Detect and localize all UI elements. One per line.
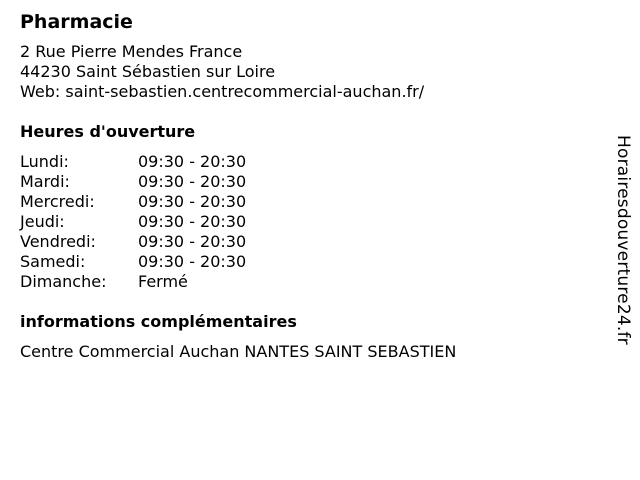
- hours-value: 09:30 - 20:30: [138, 212, 247, 231]
- vertical-brand-text: Horairesdouverture24.fr: [613, 135, 633, 345]
- address-line-2: 44230 Saint Sébastien sur Loire: [20, 62, 276, 81]
- info-text: Centre Commercial Auchan NANTES SAINT SEBASTIEN: [20, 342, 457, 361]
- hours-value: 09:30 - 20:30: [138, 172, 247, 191]
- hours-row-sunday: [20, 272, 600, 292]
- day-label: Mercredi:: [20, 192, 95, 211]
- hours-value: 09:30 - 20:30: [138, 252, 247, 271]
- day-label: Jeudi:: [20, 212, 65, 231]
- pharmacy-card: [20, 10, 600, 362]
- info-title: informations complémentaires: [20, 312, 297, 331]
- hours-value: Fermé: [138, 272, 188, 291]
- hours-value: 09:30 - 20:30: [138, 192, 247, 211]
- hours-title: Heures d'ouverture: [20, 122, 196, 141]
- hours-row-saturday: [20, 252, 600, 272]
- hours-value: 09:30 - 20:30: [138, 152, 247, 171]
- hours-value: 09:30 - 20:30: [138, 232, 247, 251]
- pharmacy-title: Pharmacie: [20, 11, 133, 33]
- hours-row-thursday: [20, 212, 600, 232]
- address-line-1: 2 Rue Pierre Mendes France: [20, 42, 243, 61]
- day-label: Samedi:: [20, 252, 86, 271]
- day-label: Mardi:: [20, 172, 70, 191]
- hours-row-monday: [20, 152, 600, 172]
- website-link[interactable]: Web: saint-sebastien.centrecommercial-auchan.fr/: [20, 82, 425, 101]
- day-label: Lundi:: [20, 152, 69, 171]
- hours-row-tuesday: [20, 172, 600, 192]
- hours-row-friday: [20, 232, 600, 252]
- day-label: Dimanche:: [20, 272, 107, 291]
- day-label: Vendredi:: [20, 232, 96, 251]
- hours-row-wednesday: [20, 192, 600, 212]
